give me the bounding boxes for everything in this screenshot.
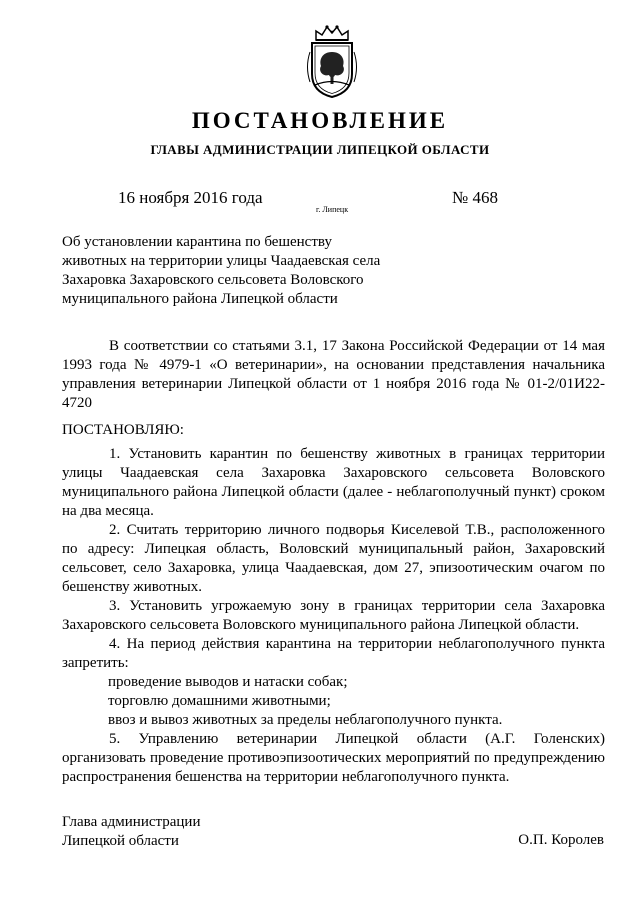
document-city: г. Липецк (316, 205, 349, 214)
document-date: 16 ноября 2016 года (118, 188, 263, 207)
decree-heading: ПОСТАНОВЛЯЮ: (62, 422, 184, 438)
document-body (62, 337, 605, 787)
signer-name: О.П. Королев (518, 832, 604, 848)
signature-position-line: Липецкой области (62, 833, 179, 849)
item-3-paragraph: 3. Установить угрожаемую зону в границах территории села Захаровка Захаровского сельсовета Воловского муниципального района Липецкой области. (62, 598, 605, 633)
item-1-paragraph: 1. Установить карантин по бешенству животных в границах территории улицы Чаадаевская села Захаровка Захаровского сельсовета Воловского муниципального района Липецкой области (далее - неблагополучный пункт) сроком на два месяца. (62, 446, 605, 519)
item-4-paragraph: 4. На период действия карантина на территории неблагополучного пункта запретить: (62, 636, 605, 671)
signature-position (62, 813, 200, 851)
subject-line: муниципального района Липецкой области (62, 291, 338, 307)
signature-position-line: Глава администрации (62, 814, 201, 830)
document-number: № 468 (452, 188, 498, 207)
document-subtitle: ГЛАВЫ АДМИНИСТРАЦИИ ЛИПЕЦКОЙ ОБЛАСТИ (150, 142, 490, 157)
prohibition-item: ввоз и вывоз животных за пределы неблагополучного пункта. (108, 712, 503, 728)
lipetsk-coat-of-arms-icon (302, 22, 362, 100)
subject-line: Об установлении карантина по бешенству (62, 234, 332, 250)
document-title: ПОСТАНОВЛЕНИЕ (191, 108, 449, 133)
item-5-paragraph: 5. Управлению ветеринарии Липецкой области (А.Г. Голенских) организовать проведение противоэпизоотических мероприятий по предупреждению распространения бешенства на территории неблагополучного пункта. (62, 731, 605, 785)
document-subject (62, 233, 380, 309)
subject-line: Захаровка Захаровского сельсовета Воловского (62, 272, 364, 288)
item-2-paragraph: 2. Считать территорию личного подворья Киселевой Т.В., расположенного по адресу: Липецкая область, Воловский муниципальный район, Захаровский сельсовет, село Захаровка, улица Чаадаевская, дом 27, эпизоотическим очагом по бешенству животных. (62, 522, 605, 595)
subject-line: животных на территории улицы Чаадаевская села (62, 253, 381, 269)
prohibition-item: торговлю домашними животными; (108, 693, 331, 709)
prohibition-item: проведение выводов и натаски собак; (108, 674, 348, 690)
preamble-paragraph: В соответствии со статьями 3.1, 17 Закона Российской Федерации от 14 мая 1993 года № 4979-1 «О ветеринарии», на основании представления начальника управления ветеринарии Липецкой области от 1 ноября 2016 года № 01-2/01И22-4720 (62, 338, 605, 411)
